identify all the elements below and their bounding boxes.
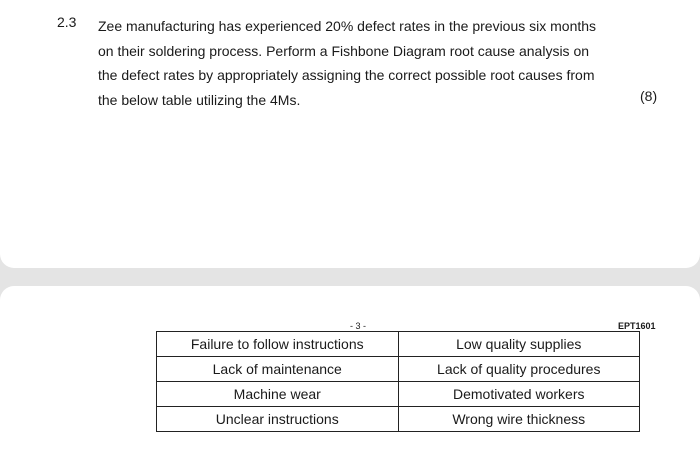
table-row <box>157 382 640 407</box>
question-marks: (8) <box>640 88 658 104</box>
table-cell: Low quality supplies <box>398 332 640 357</box>
table-cell: Machine wear <box>157 382 399 407</box>
module-code: EPT1601 <box>618 321 656 331</box>
question-number: 2.3 <box>57 14 77 30</box>
page-bottom <box>0 286 700 476</box>
table-cell: Failure to follow instructions <box>157 332 399 357</box>
question-line: on their soldering process. Perform a Fishbone Diagram root cause analysis on <box>98 42 590 59</box>
question-text <box>98 14 618 112</box>
page-number: - 3 - <box>350 321 367 331</box>
question-line: the below table utilizing the 4Ms. <box>98 91 301 108</box>
table-cell: Wrong wire thickness <box>398 407 640 432</box>
question-line: the defect rates by appropriately assigning the correct possible root causes from <box>98 67 595 83</box>
table-cell: Unclear instructions <box>157 407 399 432</box>
table-cell: Lack of maintenance <box>157 357 399 382</box>
table-row <box>157 407 640 432</box>
root-causes-table <box>156 331 640 432</box>
question-line: Zee manufacturing has experienced 20% defect rates in the previous six months <box>98 18 597 34</box>
table-cell: Lack of quality procedures <box>398 357 640 382</box>
table-cell: Demotivated workers <box>398 382 640 407</box>
table-row <box>157 357 640 382</box>
table-row <box>157 332 640 357</box>
